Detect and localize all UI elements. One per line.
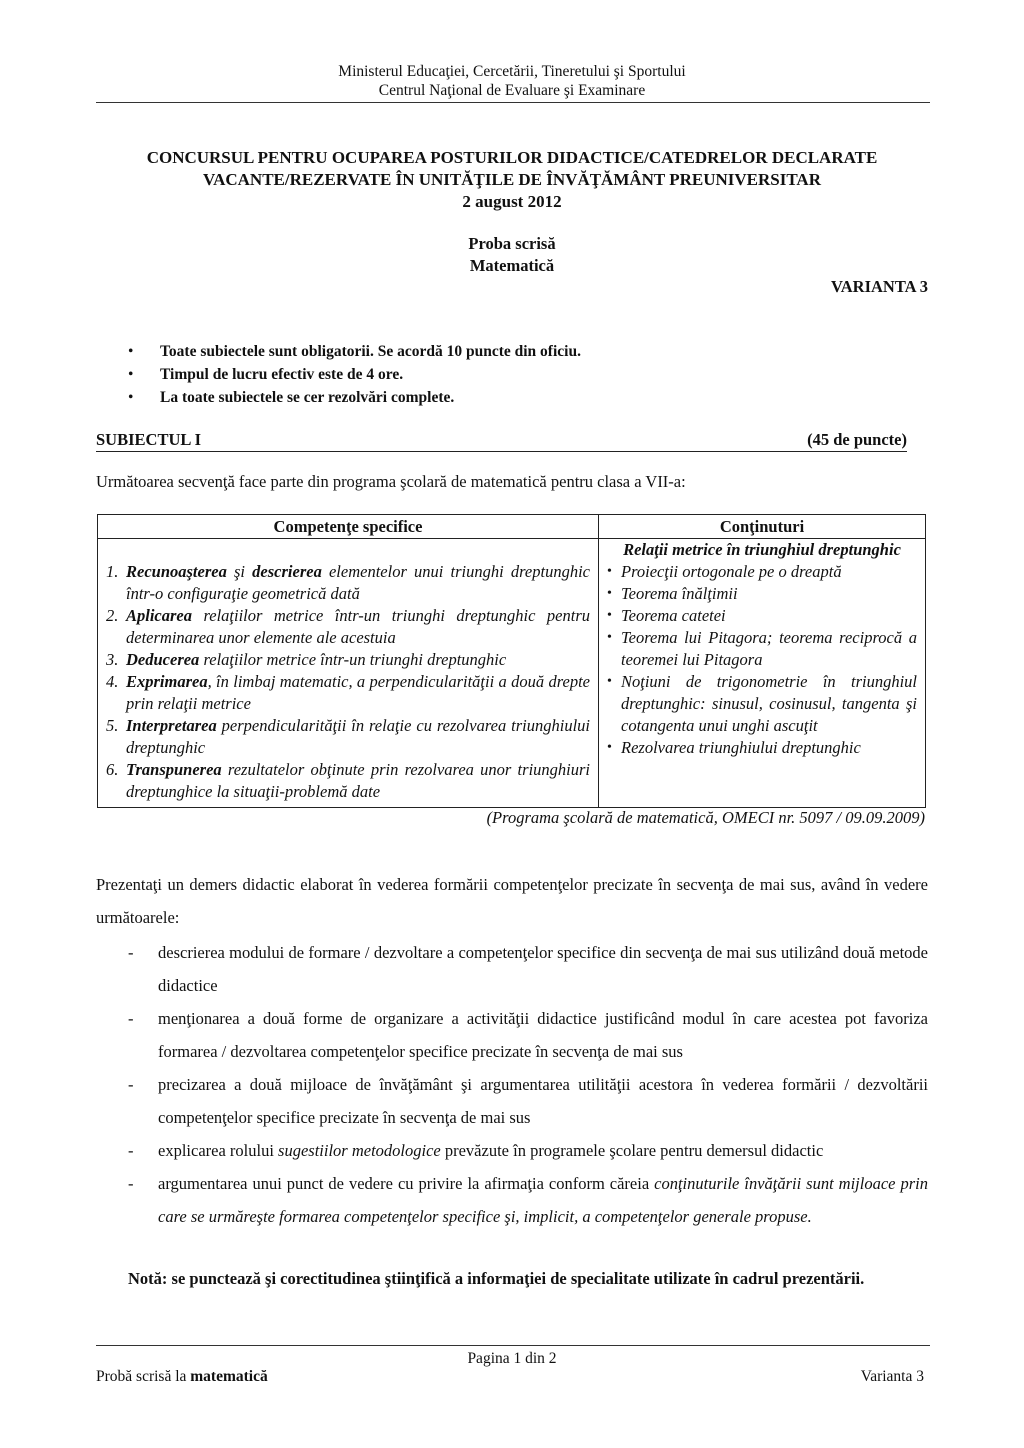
rule-item: • Toate subiectele sunt obligatorii. Se acordă 10 puncte din oficiu. (104, 340, 581, 363)
bullet-icon: • (607, 586, 612, 601)
footer-variant: Varianta 3 (860, 1368, 924, 1385)
col-contents-header: Conţinuturi (599, 515, 926, 539)
exam-date: 2 august 2012 (462, 192, 562, 211)
ministry-name: Ministerul Educaţiei, Cercetării, Tineretului şi Sportului (338, 63, 686, 80)
task-item: - precizarea a două mijloace de învăţământ şi argumentarea utilităţii acestora în vederea formării / dezvoltării competenţelor specifice precizate în secvenţa de mai sus (96, 1068, 928, 1134)
proba-label: Proba scrisă (468, 234, 556, 253)
contents-title: Relaţii metrice în triunghiul dreptunghic (623, 540, 901, 559)
exam-title-line1: CONCURSUL PENTRU OCUPAREA POSTURILOR DIDACTICE/CATEDRELOR DECLARATE (146, 148, 878, 167)
subject-number: SUBIECTUL I (96, 430, 202, 449)
bullet-icon: • (607, 608, 612, 623)
content-item: • Noţiuni de trigonometrie în triunghiul dreptunghic: sinusul, cosinusul, tangenta şi cotangenta unui unghi ascuţit (607, 672, 917, 735)
table-body-row (98, 539, 926, 808)
subject-points: (45 de puncte) (807, 430, 907, 449)
competence-item: 6. Transpunerea rezultatelor obţinute prin rezolvarea unor triunghiuri dreptunghice la situaţii-problemă date (106, 760, 590, 801)
task-item: - argumentarea unui punct de vedere cu privire la afirmaţia conform căreia conţinuturile învăţării sunt mijloace prin care se urmăreşte formarea competenţelor specifice şi, implicit, a competenţelor generale propuse. (96, 1167, 928, 1233)
center-name: Centrul Naţional de Evaluare şi Examinare (378, 82, 646, 99)
footer-exam-label: Probă scrisă la matematică (96, 1368, 268, 1385)
bullet-icon: • (607, 630, 612, 645)
bullet-icon: • (607, 564, 612, 579)
header-divider (96, 102, 930, 103)
task-item: - menţionarea a două forme de organizare a activităţii didactice justificând modul în care acestea pot favoriza formarea / dezvoltarea competenţelor specifice precizate în secvenţa de mai sus (96, 1002, 928, 1068)
exam-title (96, 147, 928, 213)
rule-item: • La toate subiectele se cer rezolvări complete. (104, 386, 581, 409)
grading-note: Notă: se punctează şi corectitudinea ştiinţifică a informaţiei de specialitate utilizate în cadrul prezentării. (128, 1269, 865, 1288)
content-item: • Teorema înălţimii (607, 584, 738, 603)
rule-item: • Timpul de lucru efectiv este de 4 ore. (104, 363, 581, 386)
subject-heading (96, 430, 907, 452)
page-number: Pagina 1 din 2 (467, 1350, 557, 1367)
source-citation: (Programa şcolară de matematică, OMECI nr. 5097 / 09.09.2009) (486, 808, 925, 827)
competence-item: 4. Exprimarea, în limbaj matematic, a perpendicularităţii a două drepte prin relaţii metrice (106, 672, 590, 713)
intro-text: Următoarea secvenţă face parte din programa şcolară de matematică pentru clasa a VII-a: (96, 472, 686, 491)
competence-item: 5. Interpretarea perpendicularităţii în relaţie cu rezolvarea triunghiului dreptunghic (106, 716, 590, 757)
content-item: • Rezolvarea triunghiului dreptunghic (607, 738, 861, 757)
content-item: • Teorema catetei (607, 606, 726, 625)
rules-list (104, 340, 581, 409)
exam-title-line2: VACANTE/REZERVATE ÎN UNITĂŢILE DE ÎNVĂŢĂMÂNT PREUNIVERSITAR (203, 170, 821, 189)
footer-divider (96, 1345, 930, 1346)
variant-label: VARIANTA 3 (830, 277, 928, 296)
competence-item: 2. Aplicarea relaţiilor metrice într-un triunghi dreptunghic pentru determinarea unor elemente ale acestuia (106, 606, 590, 647)
bullet-icon: • (607, 740, 612, 755)
requirement-text: Prezentaţi un demers didactic elaborat în vederea formării competenţelor precizate în secvenţa de mai sus, având în vedere următoarele: (96, 875, 928, 927)
table-header-row (98, 515, 926, 539)
subject-label: Matematică (469, 256, 555, 275)
competences-cell (98, 539, 599, 808)
col-competences-header: Competenţe specifice (98, 515, 599, 539)
exam-subtitle (96, 233, 928, 277)
task-item: - descrierea modului de formare / dezvoltare a competenţelor specifice din secvenţa de mai sus utilizând două metode didactice (96, 936, 928, 1002)
task-item: - explicarea rolului sugestiilor metodologice prevăzute în programele şcolare pentru demersul didactic (96, 1134, 928, 1167)
competence-item: 3. Deducerea relaţiilor metrice într-un triunghi dreptunghic (106, 650, 507, 669)
ministry-header (96, 62, 928, 100)
task-list (96, 936, 928, 1233)
contents-cell (599, 539, 926, 808)
competence-item: 1. Recunoaşterea şi descrierea elementelor unui triunghi dreptunghic într-o configuraţie geometrică dată (106, 562, 590, 603)
content-item: • Proiecţii ortogonale pe o dreaptă (607, 562, 842, 581)
bullet-icon: • (607, 674, 612, 689)
curriculum-table (97, 514, 926, 808)
content-item: • Teorema lui Pitagora; teorema reciprocă a teoremei lui Pitagora (607, 628, 917, 669)
